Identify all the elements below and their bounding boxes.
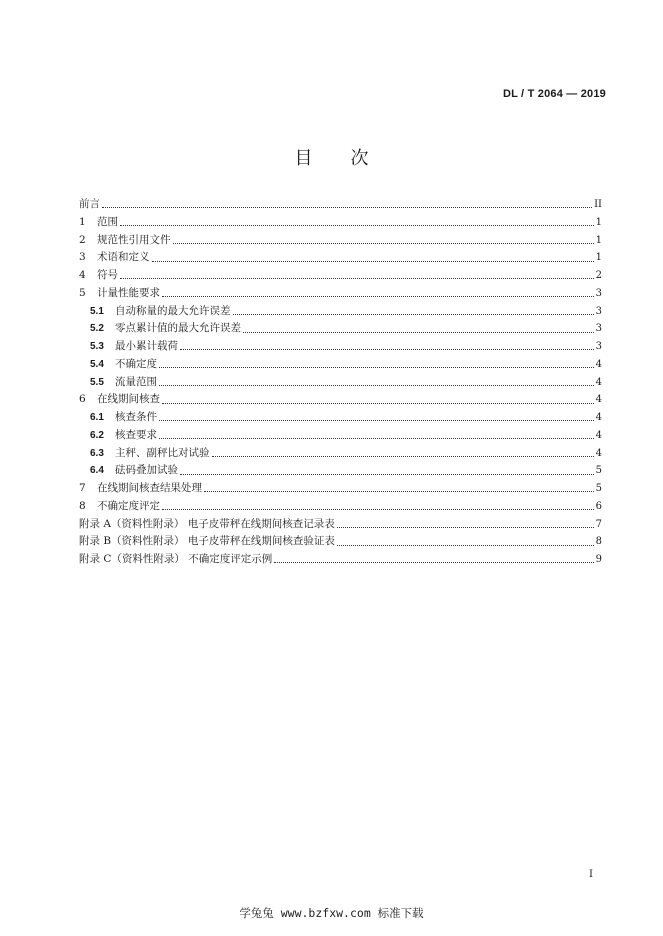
watermark-text: 学兔兔 www.bzfxw.com 标准下载	[239, 906, 424, 920]
toc-entry-number: 6.4	[90, 465, 104, 477]
toc-entry[interactable]	[79, 391, 602, 409]
dot-leader	[337, 545, 594, 546]
toc-entry[interactable]	[79, 214, 602, 232]
toc-entry-title: 术语和定义	[97, 251, 150, 264]
toc-entry-title: 符号	[97, 269, 118, 281]
toc-entry-title: 在线期间核查结果处理	[97, 482, 202, 494]
toc-entry[interactable]	[79, 409, 602, 427]
dot-leader	[173, 243, 594, 244]
toc-entry[interactable]	[79, 516, 602, 534]
toc-entry-title: 主秤、副秤比对试验	[115, 446, 210, 459]
dot-leader	[204, 491, 594, 492]
dot-leader	[159, 438, 594, 439]
toc-entry-title: 最小累计载荷	[115, 340, 178, 352]
toc-entry-page: 3	[595, 341, 602, 352]
toc-entry[interactable]	[79, 533, 602, 551]
dot-leader	[233, 314, 594, 315]
dot-leader	[120, 225, 594, 226]
toc-entry-title: 不确定度	[115, 357, 157, 370]
toc-entry[interactable]	[79, 267, 602, 285]
toc-entry-page: 4	[595, 376, 602, 388]
dot-leader	[159, 420, 594, 421]
toc-entry-page: 8	[595, 536, 602, 548]
toc-entry-page: 4	[595, 394, 602, 406]
toc-entry-number: 2	[79, 233, 86, 246]
toc-entry-page: 7	[595, 518, 602, 530]
toc-entry-number: 5.4	[90, 358, 104, 370]
dot-leader	[180, 349, 594, 350]
toc-entry-title: 核查条件	[115, 411, 157, 423]
toc-entry[interactable]	[79, 196, 602, 214]
toc-entry-page: 3	[595, 323, 602, 335]
toc-entry-page: 1	[595, 216, 602, 228]
toc-entry-page: 2	[595, 270, 602, 281]
dot-leader	[274, 562, 593, 563]
toc-entry-title: 前言	[79, 198, 100, 210]
table-of-contents	[79, 196, 602, 569]
dot-leader	[212, 456, 594, 457]
toc-entry-title: 附录 B（资料性附录） 电子皮带秤在线期间核查验证表	[79, 535, 335, 548]
toc-entry[interactable]	[79, 427, 602, 445]
toc-entry-page: 4	[595, 429, 602, 441]
toc-entry[interactable]	[79, 232, 602, 250]
toc-entry[interactable]	[79, 285, 602, 303]
toc-entry-number: 5.3	[90, 341, 104, 352]
dot-leader	[162, 403, 594, 404]
toc-entry-title: 流量范围	[115, 375, 157, 388]
toc-title: 目次	[294, 148, 407, 169]
dot-leader	[159, 385, 594, 386]
toc-entry-title: 零点累计值的最大允许误差	[115, 322, 241, 335]
toc-entry-title: 规范性引用文件	[97, 233, 171, 246]
toc-entry-title: 在线期间核查	[97, 393, 160, 406]
toc-entry-page: 6	[595, 500, 602, 512]
toc-entry-number: 1	[79, 215, 86, 228]
toc-entry-page: 4	[595, 447, 602, 459]
toc-entry[interactable]	[79, 249, 602, 267]
toc-entry[interactable]	[79, 356, 602, 374]
dot-leader	[152, 261, 594, 262]
toc-entry[interactable]	[79, 480, 602, 498]
toc-entry-number: 6	[79, 393, 86, 406]
toc-entry-title: 不确定度评定	[97, 499, 160, 512]
toc-entry-number: 4	[79, 269, 86, 281]
toc-entry-page: 5	[595, 465, 602, 477]
toc-entry-number: 3	[79, 251, 86, 264]
toc-entry[interactable]	[79, 338, 602, 356]
toc-entry-title: 砝码叠加试验	[115, 464, 178, 477]
page-number: I	[589, 869, 593, 880]
dot-leader	[337, 527, 594, 528]
toc-entry[interactable]	[79, 374, 602, 392]
toc-entry-page: 1	[595, 252, 602, 264]
toc-entry-number: 5	[79, 286, 86, 299]
dot-leader	[243, 332, 594, 333]
toc-entry-title: 范围	[97, 215, 118, 228]
toc-entry-page: 4	[595, 358, 602, 370]
toc-entry[interactable]	[79, 303, 602, 321]
toc-entry-number: 5.5	[90, 376, 104, 388]
toc-entry-number: 5.1	[90, 305, 104, 317]
toc-entry-title: 附录 A（资料性附录） 电子皮带秤在线期间核查记录表	[79, 517, 335, 530]
toc-entry-page: 9	[595, 554, 602, 565]
toc-entry-number: 8	[79, 499, 86, 512]
toc-entry-page: 3	[595, 305, 602, 317]
toc-entry[interactable]	[79, 498, 602, 516]
dot-leader	[162, 296, 594, 297]
toc-entry-page: II	[594, 199, 602, 210]
toc-entry-title: 核查要求	[115, 428, 157, 441]
toc-entry-page: 5	[595, 483, 602, 494]
dot-leader	[162, 509, 594, 510]
toc-entry[interactable]	[79, 445, 602, 463]
toc-entry[interactable]	[79, 462, 602, 480]
toc-entry-number: 5.2	[90, 323, 104, 335]
toc-entry-number: 6.3	[90, 447, 104, 459]
toc-entry-title: 自动称量的最大允许误差	[115, 304, 231, 317]
toc-entry-title: 计量性能要求	[97, 286, 160, 299]
toc-entry-number: 6.2	[90, 429, 104, 441]
dot-leader	[102, 207, 592, 208]
dot-leader	[159, 367, 594, 368]
standard-code: DL / T 2064 — 2019	[502, 88, 606, 100]
toc-entry-page: 3	[595, 287, 602, 299]
toc-entry[interactable]	[79, 551, 602, 569]
toc-entry-title: 附录 C（资料性附录） 不确定度评定示例	[79, 553, 273, 565]
toc-entry-number: 7	[79, 482, 86, 494]
toc-entry-page: 1	[595, 234, 602, 246]
toc-entry-page: 4	[595, 412, 602, 423]
toc-entry[interactable]	[79, 320, 602, 338]
toc-entry-number: 6.1	[90, 412, 104, 423]
dot-leader	[120, 278, 594, 279]
dot-leader	[180, 474, 594, 475]
